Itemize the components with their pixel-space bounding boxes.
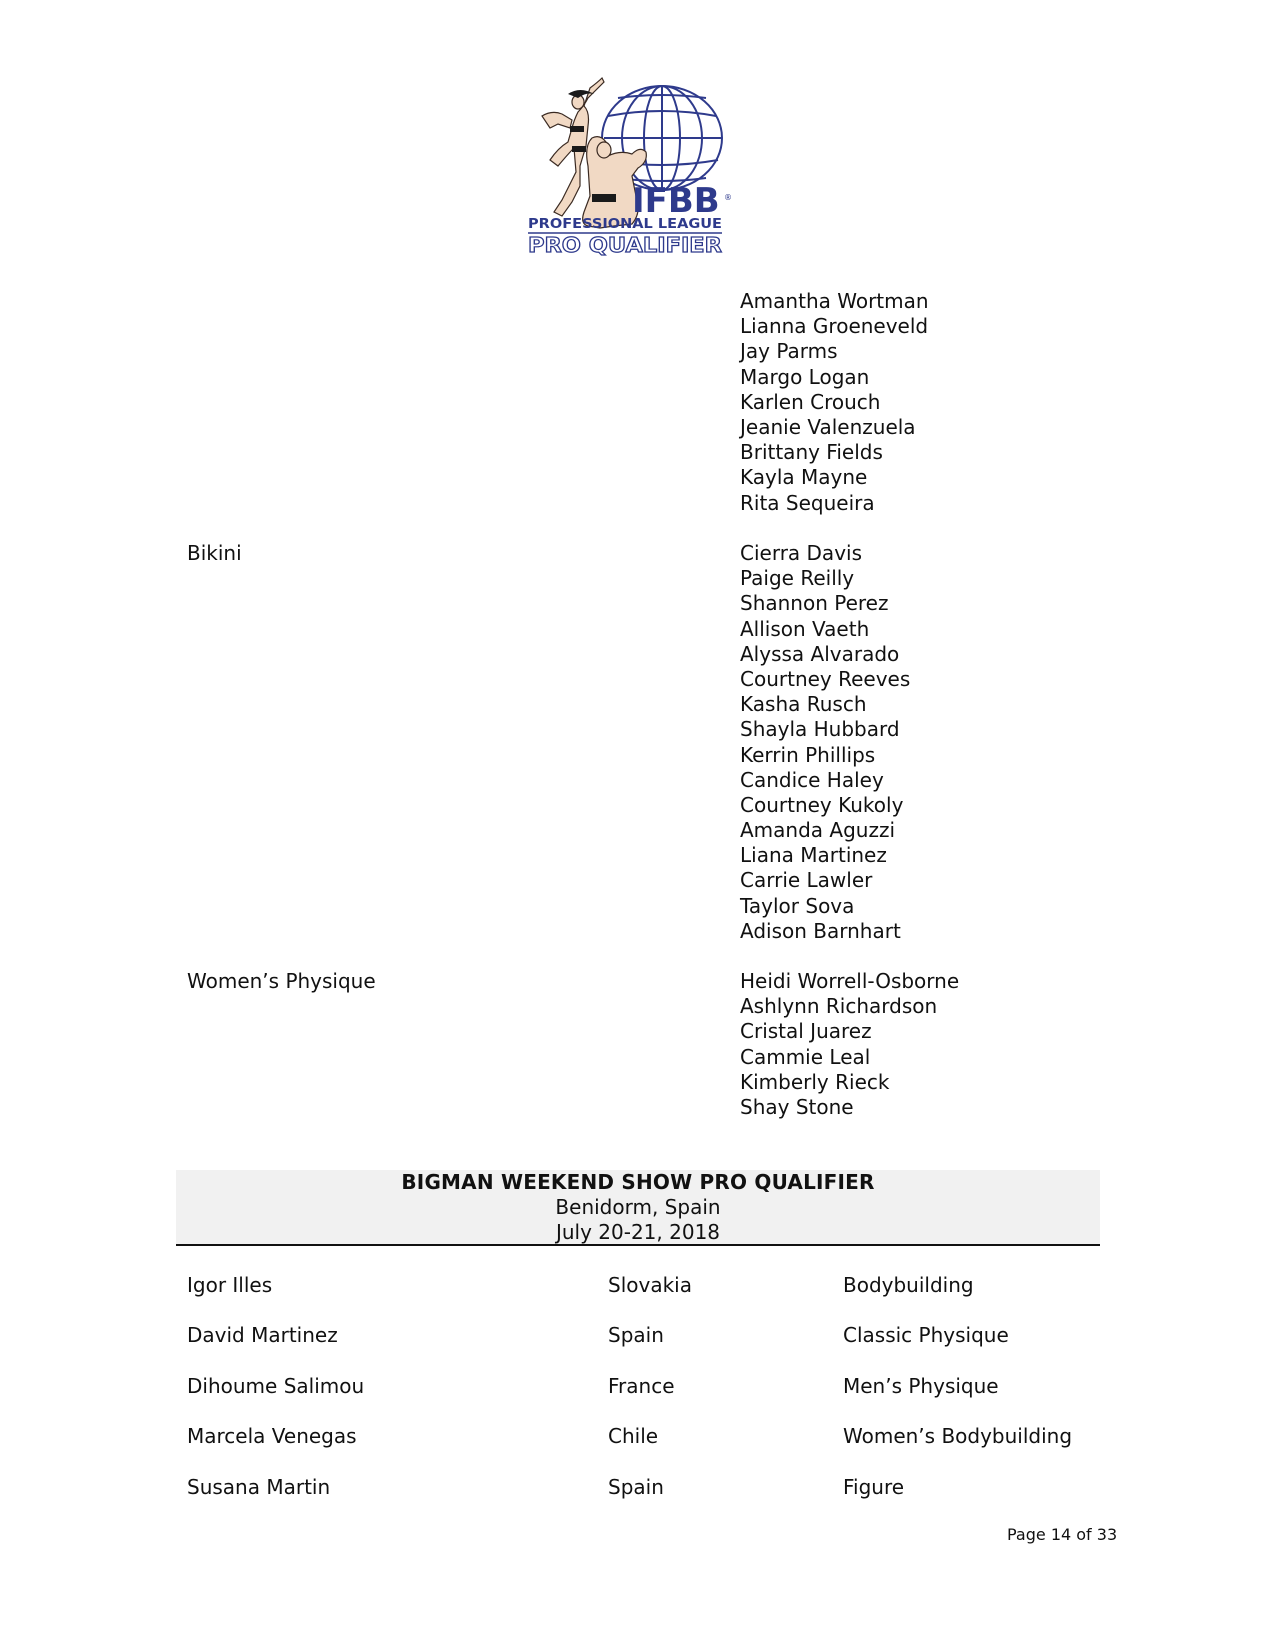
winner-division: Figure [843,1475,905,1499]
list-item: Alyssa Alvarado [740,641,900,666]
ifbb-pro-qualifier-logo [528,76,738,256]
bikini-name-list [740,541,910,944]
table-row [0,1323,1275,1349]
winner-name: Igor Illes [187,1273,273,1297]
list-item: Shay Stone [740,1094,854,1119]
list-item: Adison Barnhart [740,918,901,943]
winner-name: Susana Martin [187,1475,331,1499]
list-item: Cristal Juarez [740,1019,872,1044]
list-item: Courtney Reeves [740,666,911,691]
list-item: Carrie Lawler [740,868,873,893]
list-item: Jeanie Valenzuela [740,414,916,439]
table-row [0,1273,1275,1299]
list-item: Cierra Davis [740,541,863,565]
list-item: Kerrin Phillips [740,742,876,767]
page-number: Page 14 of 33 [1007,1525,1118,1544]
list-item: Kasha Rusch [740,692,867,717]
event-header-banner [176,1170,1100,1246]
table-row [0,1374,1275,1400]
winner-division: Bodybuilding [843,1273,974,1297]
continued-name-list [740,289,929,516]
list-item: Ashlynn Richardson [740,994,938,1019]
winner-division: Classic Physique [843,1323,1009,1347]
womens-physique-name-list [740,969,959,1120]
list-item: Courtney Kukoly [740,792,904,817]
trunks-shape [592,194,616,202]
list-item: Paige Reilly [740,566,855,591]
category-label-bikini: Bikini [187,541,242,565]
list-item: Kimberly Rieck [740,1069,890,1094]
list-item: Allison Vaeth [740,616,870,641]
event-location: Benidorm, Spain [555,1195,721,1219]
list-item: Karlen Crouch [740,389,881,414]
bikini-top-shape [570,126,584,132]
list-item: Kayla Mayne [740,465,868,490]
table-row [0,1424,1275,1450]
list-item: Lianna Groeneveld [740,314,929,339]
winner-name: Marcela Venegas [187,1424,357,1448]
event-dates: July 20-21, 2018 [555,1220,721,1244]
event-title: BIGMAN WEEKEND SHOW PRO QUALIFIER [401,1170,875,1194]
winner-division: Women’s Bodybuilding [843,1424,1073,1448]
list-item: Taylor Sova [740,893,855,918]
category-label-womens-physique: Women’s Physique [187,969,376,993]
list-item: Amanda Aguzzi [740,818,896,843]
winner-country: Spain [608,1323,664,1347]
list-item: Cammie Leal [740,1044,871,1069]
winner-name: Dihoume Salimou [187,1374,365,1398]
list-item: Shayla Hubbard [740,717,900,742]
logo-ifbb-text: IFBB [632,181,720,221]
list-item: Shannon Perez [740,591,889,616]
winner-division: Men’s Physique [843,1374,999,1398]
list-item: Brittany Fields [740,440,883,465]
list-item: Candice Haley [740,767,884,792]
winner-country: Spain [608,1475,664,1499]
list-item: Rita Sequeira [740,490,875,515]
winner-country: France [608,1374,675,1398]
registered-mark: ® [724,193,732,202]
list-item: Amantha Wortman [740,289,929,313]
list-item: Jay Parms [740,339,838,364]
logo-graphic [528,76,738,256]
winner-name: David Martinez [187,1323,338,1347]
winner-country: Chile [608,1424,659,1448]
winner-country: Slovakia [608,1273,692,1297]
table-row [0,1475,1275,1501]
list-item: Margo Logan [740,364,870,389]
logo-pro-qualifier-text: PRO QUALIFIER [528,233,722,256]
list-item: Heidi Worrell-Osborne [740,969,960,993]
list-item: Liana Martinez [740,843,887,868]
bikini-bottom-shape [572,146,586,152]
logo-professional-league-text: PROFESSIONAL LEAGUE [528,217,722,232]
